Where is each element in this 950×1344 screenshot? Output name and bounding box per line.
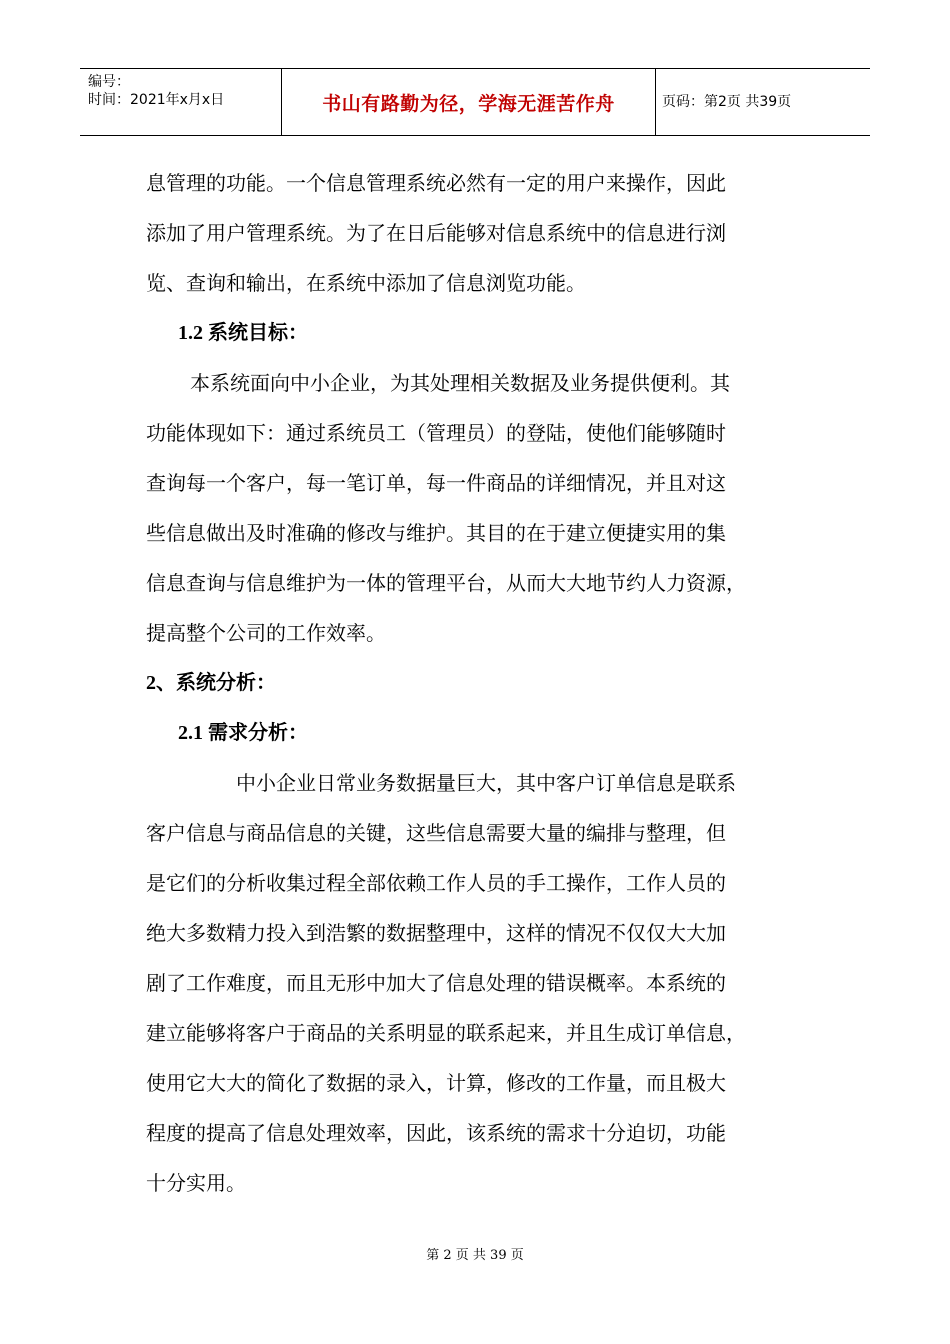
header-motto-cell [282, 69, 656, 135]
section-heading-2-1: 2.1 需求分析： [178, 722, 308, 744]
paragraph-line: 是它们的分析收集过程全部依赖工作人员的手工操作，工作人员的 [146, 871, 726, 895]
paragraph-line: 查询每一个客户，每一笔订单，每一件商品的详细情况，并且对这 [146, 471, 726, 495]
page-footer: 第 2 页 共 39 页 [426, 1248, 524, 1263]
paragraph-line: 建立能够将客户于商品的关系明显的联系起来，并且生成订单信息， [146, 1021, 746, 1045]
header-page-cell [656, 69, 870, 135]
section-heading-2: 2、系统分析： [146, 672, 276, 694]
paragraph-line: 中小企业日常业务数据量巨大，其中客户订单信息是联系 [236, 771, 736, 795]
paragraph-line: 使用它大大的简化了数据的录入，计算，修改的工作量，而且极大 [146, 1071, 726, 1095]
paragraph-line: 息管理的功能。一个信息管理系统必然有一定的用户来操作，因此 [146, 171, 726, 195]
paragraph-line: 添加了用户管理系统。为了在日后能够对信息系统中的信息进行浏 [146, 221, 726, 245]
paragraph-line: 本系统面向中小企业，为其处理相关数据及业务提供便利。其 [190, 371, 730, 395]
header-page-info: 页码：第2页 共39页 [662, 94, 792, 110]
paragraph-line: 些信息做出及时准确的修改与维护。其目的在于建立便捷实用的集 [146, 521, 726, 545]
paragraph-line: 绝大多数精力投入到浩繁的数据整理中，这样的情况不仅仅大大加 [146, 921, 726, 945]
paragraph-line: 程度的提高了信息处理效率，因此，该系统的需求十分迫切，功能 [146, 1121, 726, 1145]
page-header [80, 68, 870, 136]
paragraph-line: 功能体现如下：通过系统员工（管理员）的登陆，使他们能够随时 [146, 421, 726, 445]
document-body [146, 158, 826, 1208]
paragraph-line: 剧了工作难度，而且无形中加大了信息处理的错误概率。本系统的 [146, 971, 726, 995]
document-date-label: 时间：2021年x月x日 [88, 92, 225, 108]
header-left-cell [80, 69, 282, 135]
header-motto: 书山有路勤为径，学海无涯苦作舟 [322, 92, 615, 115]
paragraph-line: 信息查询与信息维护为一体的管理平台，从而大大地节约人力资源， [146, 571, 746, 595]
paragraph-line: 十分实用。 [146, 1171, 246, 1195]
section-heading-1-2: 1.2 系统目标： [178, 322, 308, 344]
paragraph-line: 览、查询和输出，在系统中添加了信息浏览功能。 [146, 271, 586, 295]
paragraph-line: 提高整个公司的工作效率。 [146, 621, 386, 645]
document-number-label: 编号： [88, 74, 130, 90]
paragraph-line: 客户信息与商品信息的关键，这些信息需要大量的编排与整理，但 [146, 821, 726, 845]
